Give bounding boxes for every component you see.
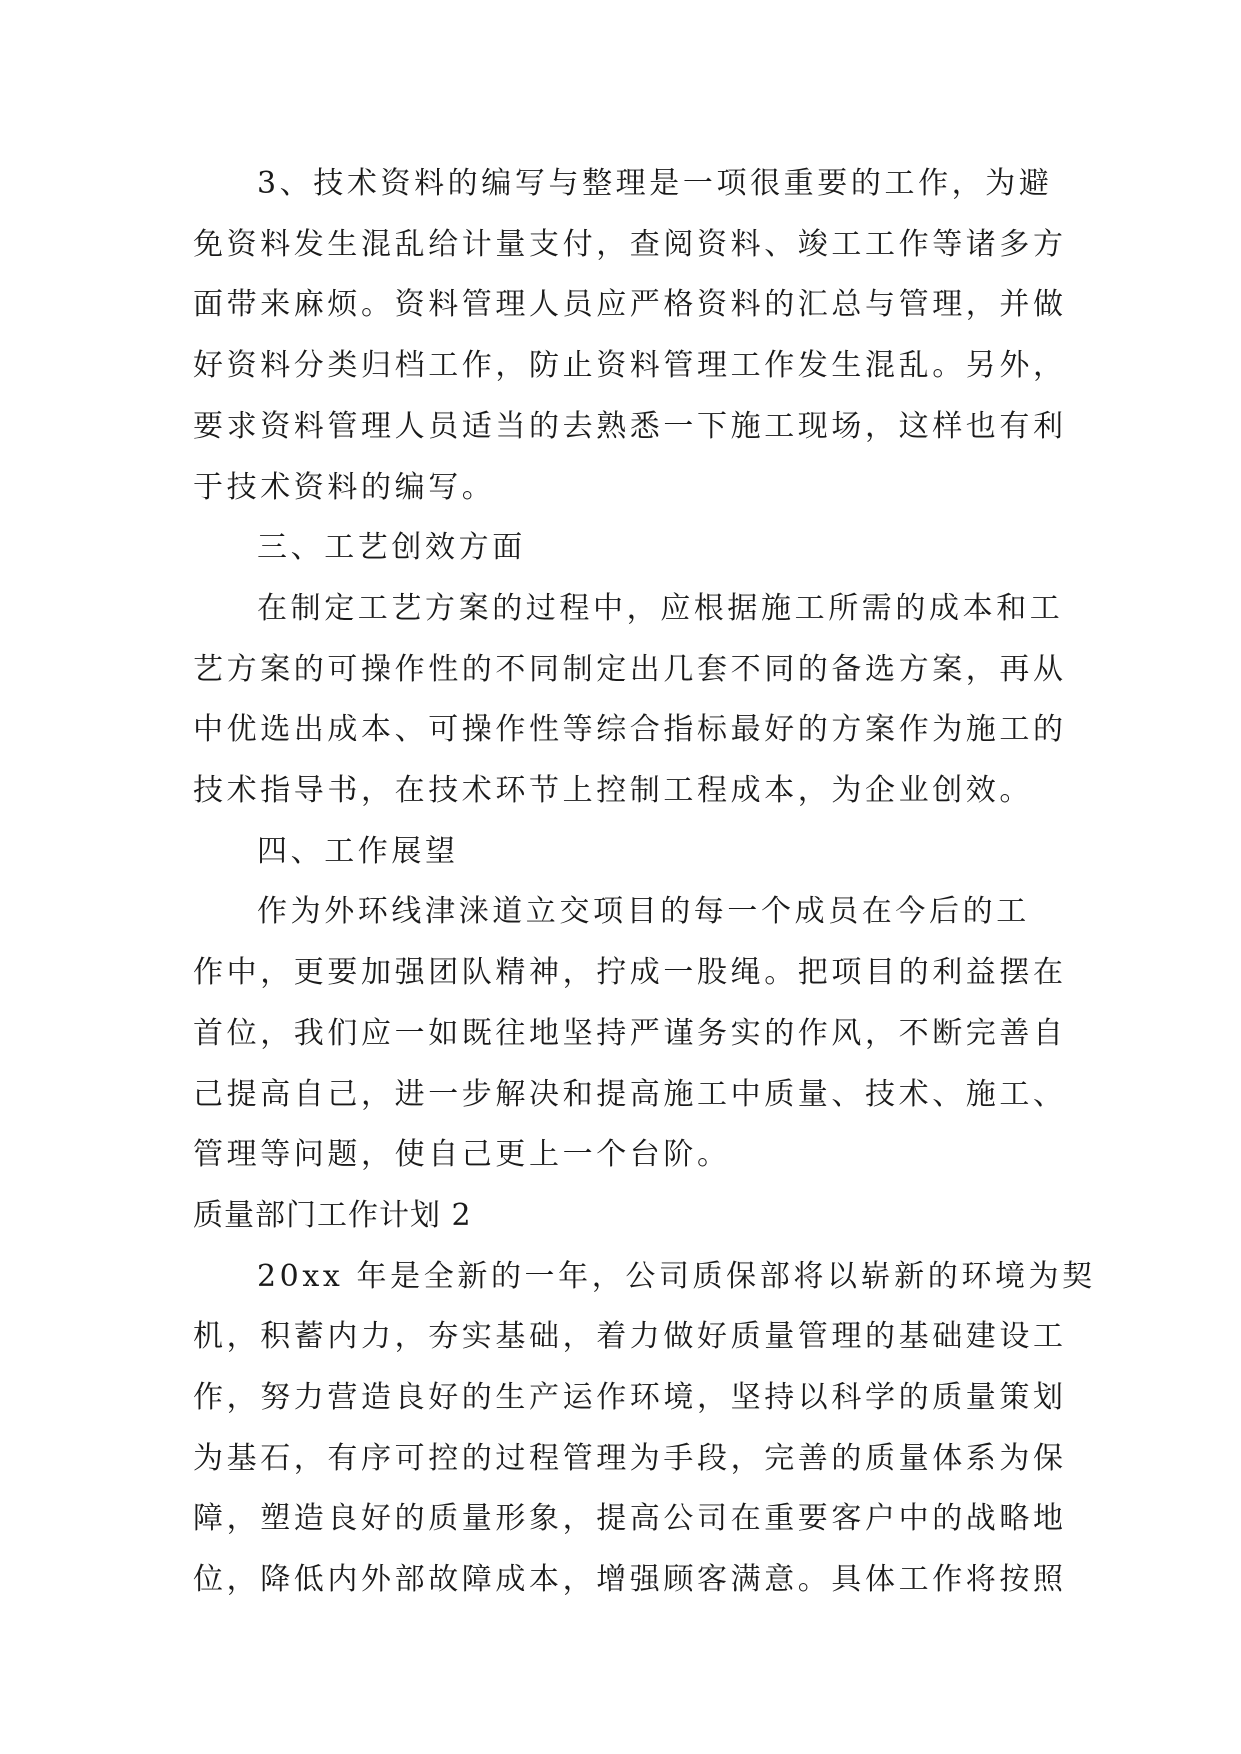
section-heading-outlook: 四、工作展望 (257, 833, 459, 869)
document-body (193, 154, 1096, 1611)
text-line: 障，塑造良好的质量形象，提高公司在重要客户中的战略地 (193, 1501, 1067, 1537)
text-line: 于技术资料的编写。 (193, 469, 496, 505)
text-line: 作为外环线津涞道立交项目的每一个成员在今后的工 (257, 894, 1030, 930)
text-line: 位，降低内外部故障成本，增强顾客满意。具体工作将按照 (193, 1562, 1067, 1598)
text-line: 面带来麻烦。资料管理人员应严格资料的汇总与管理，并做 (193, 287, 1067, 323)
section-heading-process: 三、工艺创效方面 (257, 530, 526, 566)
text-line: 20xx 年是全新的一年，公司质保部将以崭新的环境为契 (257, 1258, 1096, 1294)
paragraph-technical-docs (193, 154, 1067, 518)
text-line: 管理等问题，使自己更上一个台阶。 (193, 1137, 731, 1173)
text-line: 为基石，有序可控的过程管理为手段，完善的质量体系为保 (193, 1440, 1067, 1476)
text-line: 免资料发生混乱给计量支付，查阅资料、竣工工作等诸多方 (193, 226, 1067, 262)
text-line: 作中，更要加强团队精神，拧成一股绳。把项目的利益摆在 (193, 955, 1067, 991)
text-line: 在制定工艺方案的过程中，应根据施工所需的成本和工 (257, 590, 1064, 626)
text-line: 己提高自己，进一步解决和提高施工中质量、技术、施工、 (193, 1076, 1067, 1112)
text-line: 技术指导书，在技术环节上控制工程成本，为企业创效。 (193, 773, 1033, 809)
text-line: 要求资料管理人员适当的去熟悉一下施工现场，这样也有利 (193, 408, 1067, 444)
text-line: 机，积蓄内力，夯实基础，着力做好质量管理的基础建设工 (193, 1319, 1067, 1355)
text-line: 艺方案的可操作性的不同制定出几套不同的备选方案，再从 (193, 651, 1067, 687)
paragraph-plan2 (193, 1247, 1096, 1611)
document-section-title: 质量部门工作计划 2 (193, 1197, 472, 1233)
text-line: 中优选出成本、可操作性等综合指标最好的方案作为施工的 (193, 712, 1067, 748)
text-line: 作，努力营造良好的生产运作环境，坚持以科学的质量策划 (193, 1380, 1067, 1416)
paragraph-process (193, 579, 1067, 822)
text-line: 3、技术资料的编写与整理是一项很重要的工作，为避 (257, 166, 1053, 201)
text-line: 首位，我们应一如既往地坚持严谨务实的作风，不断完善自 (193, 1015, 1067, 1051)
paragraph-outlook (193, 882, 1067, 1186)
text-line: 好资料分类归档工作，防止资料管理工作发生混乱。另外， (193, 348, 1067, 384)
